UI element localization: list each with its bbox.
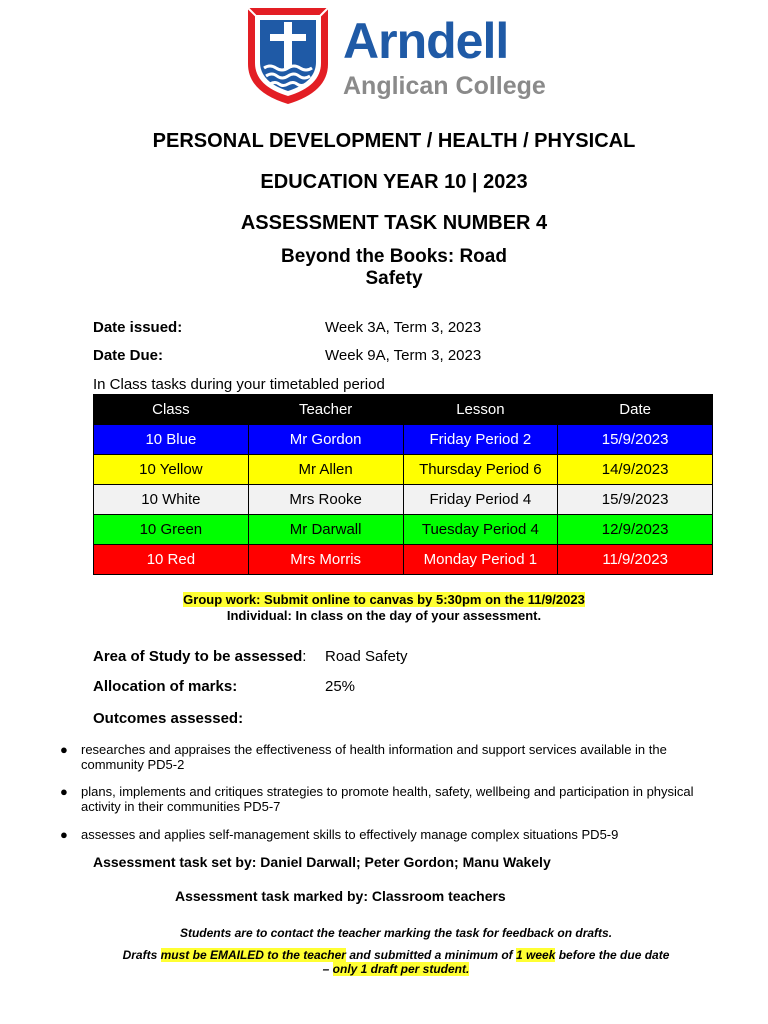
area-of-study-label — [93, 649, 306, 664]
column-header-teacher: Teacher — [248, 395, 403, 425]
drafts-text-1: Drafts — [122, 948, 161, 962]
date-issued-label: Date issued: — [93, 319, 183, 336]
table-row — [94, 425, 713, 455]
table-row — [94, 545, 713, 575]
class-schedule-table — [93, 394, 713, 575]
outcomes-heading: Outcomes assessed: — [93, 710, 244, 727]
bullet-icon: ● — [60, 784, 68, 799]
cell-lesson: Friday Period 2 — [403, 425, 558, 455]
task-subtitle-line2: Safety — [365, 268, 423, 289]
cell-class: 10 Green — [94, 515, 249, 545]
table-row — [94, 455, 713, 485]
drafts-text-3: before the due date — [555, 948, 670, 962]
table-header-row — [94, 395, 713, 425]
cell-class: 10 Blue — [94, 425, 249, 455]
cell-teacher: Mr Gordon — [248, 425, 403, 455]
area-of-study-label-text: Area of Study to be assessed — [93, 648, 303, 665]
table-row — [94, 485, 713, 515]
task-subtitle-line1: Beyond the Books: Road — [281, 246, 507, 267]
drafts-text-4: – — [322, 962, 333, 976]
date-issued-value: Week 3A, Term 3, 2023 — [325, 319, 482, 336]
bullet-icon: ● — [60, 827, 68, 842]
area-of-study-value: Road Safety — [325, 648, 408, 665]
table-row — [94, 515, 713, 545]
column-header-lesson: Lesson — [403, 395, 558, 425]
brand-subtitle: Anglican College — [343, 72, 546, 100]
drafts-highlight-one-draft: only 1 draft per student. — [332, 962, 470, 976]
column-header-class: Class — [94, 395, 249, 425]
allocation-of-marks-label: Allocation of marks: — [93, 678, 238, 695]
cell-class: 10 Red — [94, 545, 249, 575]
cell-class: 10 Yellow — [94, 455, 249, 485]
cell-teacher: Mrs Morris — [248, 545, 403, 575]
cell-date: 12/9/2023 — [558, 515, 713, 545]
area-of-study-colon: : — [302, 648, 307, 665]
document-title-line3: ASSESSMENT TASK NUMBER 4 — [240, 212, 548, 234]
drafts-text-2: and submitted a minimum of — [345, 948, 516, 962]
date-due-label: Date Due: — [93, 347, 164, 364]
date-due-value: Week 9A, Term 3, 2023 — [325, 347, 482, 364]
cell-class: 10 White — [94, 485, 249, 515]
allocation-of-marks-value: 25% — [325, 678, 356, 695]
brand-name: Arndell — [343, 13, 509, 69]
bullet-icon: ● — [60, 742, 68, 757]
task-marked-by: Assessment task marked by: Classroom teachers — [175, 888, 506, 904]
feedback-note: Students are to contact the teacher marking the task for feedback on drafts. — [179, 926, 613, 940]
cell-teacher: Mrs Rooke — [248, 485, 403, 515]
drafts-highlight-email: must be EMAILED to the teacher — [160, 948, 346, 962]
task-set-by: Assessment task set by: Daniel Darwall; Peter Gordon; Manu Wakely — [93, 854, 551, 870]
drafts-highlight-week: 1 week — [516, 948, 556, 962]
cell-date: 15/9/2023 — [558, 485, 713, 515]
college-shield-crest-icon — [246, 6, 330, 106]
cell-date: 15/9/2023 — [558, 425, 713, 455]
cell-lesson: Thursday Period 6 — [403, 455, 558, 485]
task-subtitle — [0, 246, 768, 290]
outcome-text: plans, implements and critiques strategies to promote health, safety, wellbeing and participation in physical activity in their communities PD5-7 — [81, 784, 694, 814]
group-work-note: Group work: Submit online to canvas by 5:30pm on the 11/9/2023 — [183, 592, 585, 607]
outcome-text: assesses and applies self-management skills to effectively manage complex situations PD5-9 — [81, 827, 619, 842]
outcome-text: researches and appraises the effectiveness of health information and support services available in the community PD5-2 — [81, 742, 667, 772]
document-title-line1: PERSONAL DEVELOPMENT / HEALTH / PHYSICAL — [152, 130, 636, 152]
document-title-line2: EDUCATION YEAR 10 | 2023 — [260, 171, 528, 193]
cell-teacher: Mr Darwall — [248, 515, 403, 545]
column-header-date: Date — [558, 395, 713, 425]
individual-note: Individual: In class on the day of your assessment. — [226, 608, 542, 623]
drafts-note — [90, 948, 702, 976]
cell-lesson: Friday Period 4 — [403, 485, 558, 515]
cell-lesson: Tuesday Period 4 — [403, 515, 558, 545]
schedule-intro: In Class tasks during your timetabled period — [93, 376, 385, 393]
cell-date: 11/9/2023 — [558, 545, 713, 575]
cell-teacher: Mr Allen — [248, 455, 403, 485]
cell-date: 14/9/2023 — [558, 455, 713, 485]
cell-lesson: Monday Period 1 — [403, 545, 558, 575]
